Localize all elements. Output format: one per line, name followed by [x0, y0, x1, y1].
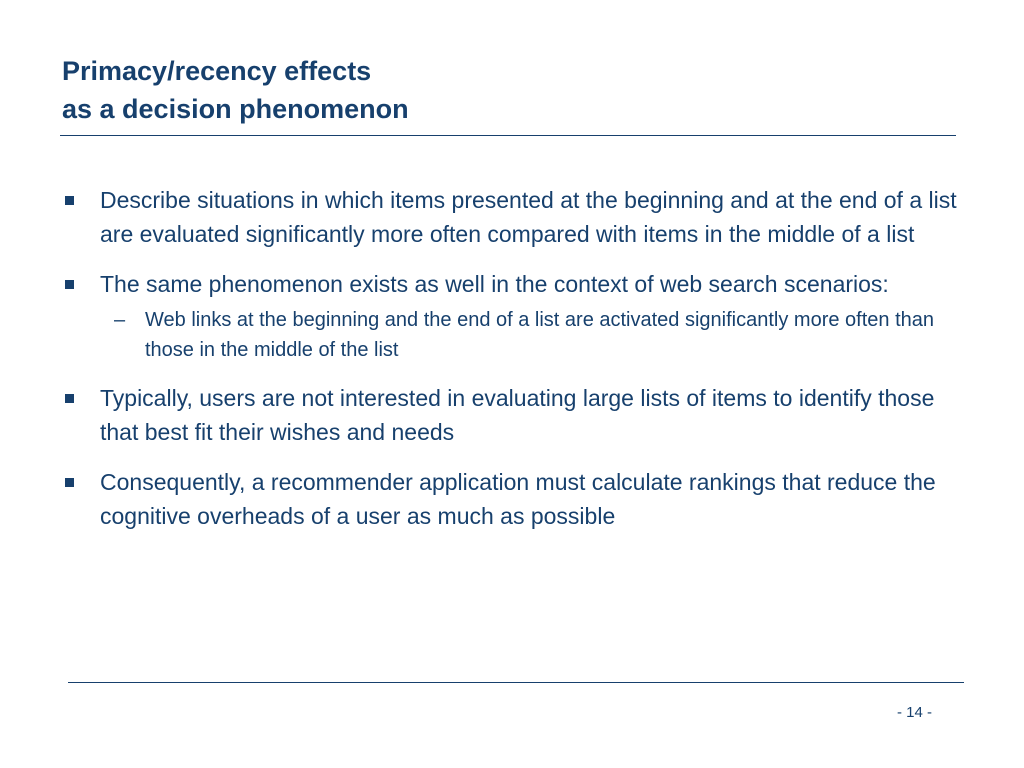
- bullet-item: [62, 465, 972, 533]
- sub-bullet-item: [62, 305, 972, 365]
- slide-title: [62, 52, 409, 128]
- page-number: - 14 -: [897, 704, 933, 721]
- bullet-text: Describe situations in which items presented at the beginning and at the end of a list are evaluated significantly more often compared with items in the middle of a list: [100, 187, 957, 247]
- square-bullet-icon: [65, 394, 74, 403]
- bullet-list: [62, 183, 972, 549]
- square-bullet-icon: [65, 478, 74, 487]
- sub-bullet-text: Web links at the beginning and the end of a list are activated significantly more often than those in the middle of the list: [145, 309, 935, 361]
- bullet-text: Consequently, a recommender application must calculate rankings that reduce the cognitive overheads of a user as much as possible: [100, 469, 936, 529]
- bullet-text: Typically, users are not interested in evaluating large lists of items to identify those that best fit their wishes and needs: [100, 385, 935, 445]
- square-bullet-icon: [65, 196, 74, 205]
- bullet-item: [62, 267, 972, 301]
- square-bullet-icon: [65, 280, 74, 289]
- footer-divider: [68, 682, 964, 683]
- bullet-text: The same phenomenon exists as well in the context of web search scenarios:: [100, 271, 889, 297]
- slide-title-line-1: Primacy/recency effects: [62, 56, 372, 86]
- slide-title-line-2: as a decision phenomenon: [62, 94, 409, 124]
- bullet-item: [62, 183, 972, 251]
- dash-bullet-icon: –: [114, 309, 126, 331]
- title-divider: [60, 135, 956, 136]
- bullet-item: [62, 381, 972, 449]
